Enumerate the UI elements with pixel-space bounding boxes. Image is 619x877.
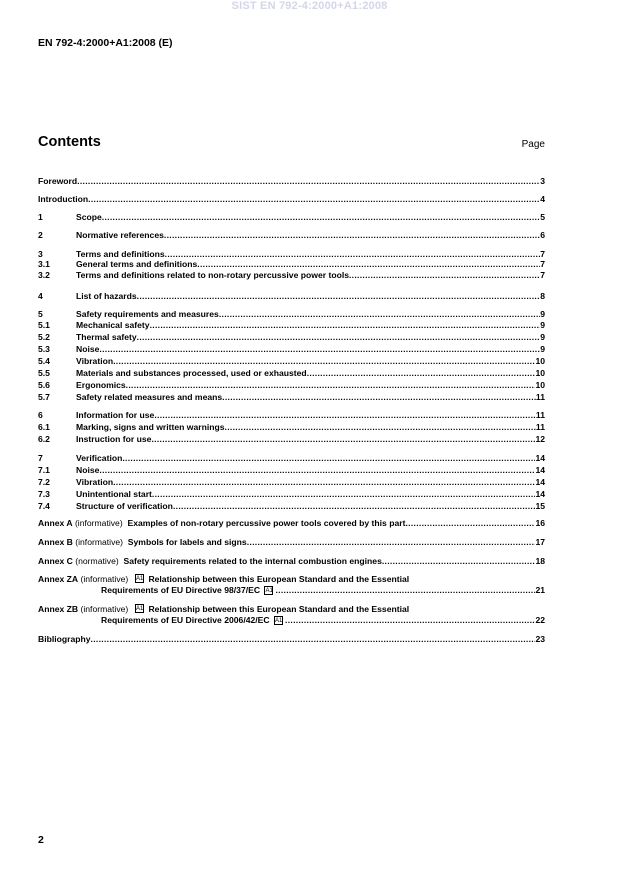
toc-entry-number: 5.2 xyxy=(38,332,50,342)
toc-annex-zb[interactable] xyxy=(38,604,545,625)
annex-page: 21 xyxy=(535,584,545,595)
toc-entry-3-2[interactable] xyxy=(38,270,545,280)
toc-entry-title: Marking, signs and written warnings xyxy=(76,422,225,432)
toc-entry-6[interactable] xyxy=(38,410,545,420)
toc-entry-title: Instruction for use xyxy=(76,434,152,444)
annex-page: 18 xyxy=(535,556,545,566)
document-id-header: EN 792-4:2000+A1:2008 (E) xyxy=(38,37,173,49)
toc-annex-b[interactable] xyxy=(38,537,545,548)
toc-entry-5-7[interactable] xyxy=(38,392,545,402)
toc-entry-number: 7.2 xyxy=(38,477,50,487)
amendment-start-mark: A1 xyxy=(136,576,144,582)
annex-kind: (normative) xyxy=(75,556,119,566)
toc-entry-7[interactable] xyxy=(38,453,545,463)
toc-entry-7-4[interactable] xyxy=(38,501,545,511)
annex-kind: (informative) xyxy=(75,537,124,547)
toc-entry-page: 8 xyxy=(540,291,545,301)
annex-title: Relationship between this European Standard and the Essential xyxy=(148,604,410,614)
toc-entry-title: Vibration xyxy=(76,477,114,487)
toc-entry-6-1[interactable] xyxy=(38,422,545,432)
annex-label: Annex B xyxy=(38,537,73,547)
toc-entry-2[interactable] xyxy=(38,230,545,240)
annex-label: Annex ZA xyxy=(38,574,79,584)
toc-entry-number: 6 xyxy=(38,410,43,420)
toc-entry-5-4[interactable] xyxy=(38,356,545,366)
toc-entry-page: 12 xyxy=(535,434,545,444)
toc-entry-number: 5.3 xyxy=(38,344,50,354)
toc-entry-page: 10 xyxy=(535,380,545,390)
toc-entry-5-2[interactable] xyxy=(38,332,545,342)
toc-entry-page: 14 xyxy=(535,465,545,475)
toc-entry-5-5[interactable] xyxy=(38,368,545,378)
annex-kind: (informative) xyxy=(74,518,123,528)
toc-entry-number: 6.1 xyxy=(38,422,50,432)
toc-entry-title: List of hazards xyxy=(76,291,137,301)
annex-title-continued: Requirements of EU Directive 2006/42/EC xyxy=(101,614,270,625)
toc-entry-5[interactable] xyxy=(38,309,545,319)
toc-entry-page: 10 xyxy=(535,368,545,378)
toc-annex-c[interactable] xyxy=(38,556,545,567)
toc-entry-page: 7 xyxy=(540,270,545,280)
toc-entry-page: 9 xyxy=(540,332,545,342)
toc-entry-page: 5 xyxy=(540,212,545,222)
toc-entry-6-2[interactable] xyxy=(38,434,545,444)
toc-entry-title: Unintentional start xyxy=(76,489,152,499)
toc-entry-page: 3 xyxy=(540,176,545,186)
annex-kind: (informative) xyxy=(80,574,129,584)
toc-entry-5-1[interactable] xyxy=(38,320,545,330)
toc-entry-page: 11 xyxy=(535,392,545,402)
toc-entry-page: 11 xyxy=(535,410,545,420)
toc-entry-title: Materials and substances processed, used or exhausted xyxy=(76,368,307,378)
toc-entry-page: 15 xyxy=(535,501,545,511)
toc-entry-title: General terms and definitions xyxy=(76,259,198,269)
toc-entry-page: 9 xyxy=(540,309,545,319)
toc-entry-page: 7 xyxy=(540,249,545,259)
toc-entry-number: 3.2 xyxy=(38,270,50,280)
toc-entry-page: 7 xyxy=(540,259,545,269)
toc-entry-number: 1 xyxy=(38,212,43,222)
amendment-end-mark: A1 xyxy=(265,588,273,594)
toc-entry-number: 6.2 xyxy=(38,434,50,444)
toc-entry-number: 7.3 xyxy=(38,489,50,499)
toc-entry-page: 14 xyxy=(535,489,545,499)
toc-entry-number: 3.1 xyxy=(38,259,50,269)
annex-label: Annex ZB xyxy=(38,604,79,614)
annex-title: Safety requirements related to the internal combustion engines xyxy=(123,556,382,566)
toc-annex-za[interactable] xyxy=(38,574,545,595)
toc-entry-title: Terms and definitions related to non-rotary percussive power tools xyxy=(76,270,349,280)
toc-entry-title: Bibliography xyxy=(38,634,91,644)
toc-entry-number: 3 xyxy=(38,249,43,259)
toc-entry-number: 5.6 xyxy=(38,380,50,390)
toc-entry-page: 10 xyxy=(535,356,545,366)
toc-entry-page: 14 xyxy=(535,453,545,463)
toc-entry-title: Safety related measures and means xyxy=(76,392,223,402)
toc-entry-title: Vibration xyxy=(76,356,114,366)
toc-entry-title: Terms and definitions xyxy=(76,249,165,259)
toc-entry-title: Normative references xyxy=(76,230,164,240)
toc-entry-title: Mechanical safety xyxy=(76,320,150,330)
toc-entry-number: 7 xyxy=(38,453,43,463)
toc-entry-page: 4 xyxy=(540,194,545,204)
toc-entry-number: 2 xyxy=(38,230,43,240)
toc-entry-3[interactable] xyxy=(38,249,545,259)
toc-entry-5-3[interactable] xyxy=(38,344,545,354)
toc-entry-page: 14 xyxy=(535,477,545,487)
toc-entry-page: 23 xyxy=(535,634,545,644)
toc-entry-page: 11 xyxy=(535,422,545,432)
toc-entry-7-1[interactable] xyxy=(38,465,545,475)
toc-entry-number: 7.1 xyxy=(38,465,50,475)
toc-entry-title: Ergonomics xyxy=(76,380,126,390)
annex-title: Examples of non-rotary percussive power tools covered by this part xyxy=(127,518,406,528)
toc-entry-page: 6 xyxy=(540,230,545,240)
toc-entry-title: Safety requirements and measures xyxy=(76,309,219,319)
toc-entry-number: 5.7 xyxy=(38,392,50,402)
toc-entry-title: Noise xyxy=(76,465,100,475)
toc-entry-number: 5.5 xyxy=(38,368,50,378)
amendment-start-mark: A1 xyxy=(136,606,144,612)
toc-entry-1[interactable] xyxy=(38,212,545,222)
amendment-end-mark: A1 xyxy=(275,618,283,624)
toc-entry-introduction[interactable] xyxy=(38,194,545,204)
page-number: 2 xyxy=(38,834,44,846)
annex-page: 16 xyxy=(535,518,545,528)
toc-entry-5-6[interactable] xyxy=(38,380,545,390)
toc-entry-number: 4 xyxy=(38,291,43,301)
toc-entry-title: Introduction xyxy=(38,194,89,204)
toc-entry-7-3[interactable] xyxy=(38,489,545,499)
toc-entry-title: Noise xyxy=(76,344,100,354)
page-column-label: Page xyxy=(521,139,545,150)
annex-title: Relationship between this European Standard and the Essential xyxy=(148,574,410,584)
annex-page: 22 xyxy=(535,614,545,625)
toc-entry-title: Structure of verification xyxy=(76,501,173,511)
toc-entry-number: 5 xyxy=(38,309,43,319)
toc-entry-title: Scope xyxy=(76,212,102,222)
toc-entry-4[interactable] xyxy=(38,291,545,301)
toc-entry-title: Foreword xyxy=(38,176,78,186)
annex-kind: (informative) xyxy=(80,604,129,614)
toc-entry-number: 5.1 xyxy=(38,320,50,330)
toc-annex-a[interactable] xyxy=(38,518,545,529)
watermark: SIST EN 792-4:2000+A1:2008 xyxy=(231,0,388,12)
annex-page: 17 xyxy=(535,537,545,547)
annex-title: Symbols for labels and signs xyxy=(127,537,247,547)
toc-entry-number: 7.4 xyxy=(38,501,50,511)
toc-entry-foreword[interactable] xyxy=(38,176,545,186)
toc-entry-number: 5.4 xyxy=(38,356,50,366)
toc-entry-7-2[interactable] xyxy=(38,477,545,487)
toc-entry-page: 9 xyxy=(540,320,545,330)
toc-entry-bibliography[interactable] xyxy=(38,634,545,644)
toc-entry-title: Information for use xyxy=(76,410,155,420)
toc-entry-3-1[interactable] xyxy=(38,259,545,269)
toc-entry-title: Thermal safety xyxy=(76,332,137,342)
annex-label: Annex A xyxy=(38,518,73,528)
contents-heading: Contents xyxy=(38,134,101,150)
annex-title-continued: Requirements of EU Directive 98/37/EC xyxy=(101,584,261,595)
annex-label: Annex C xyxy=(38,556,73,566)
toc-entry-title: Verification xyxy=(76,453,123,463)
toc-entry-page: 9 xyxy=(540,344,545,354)
